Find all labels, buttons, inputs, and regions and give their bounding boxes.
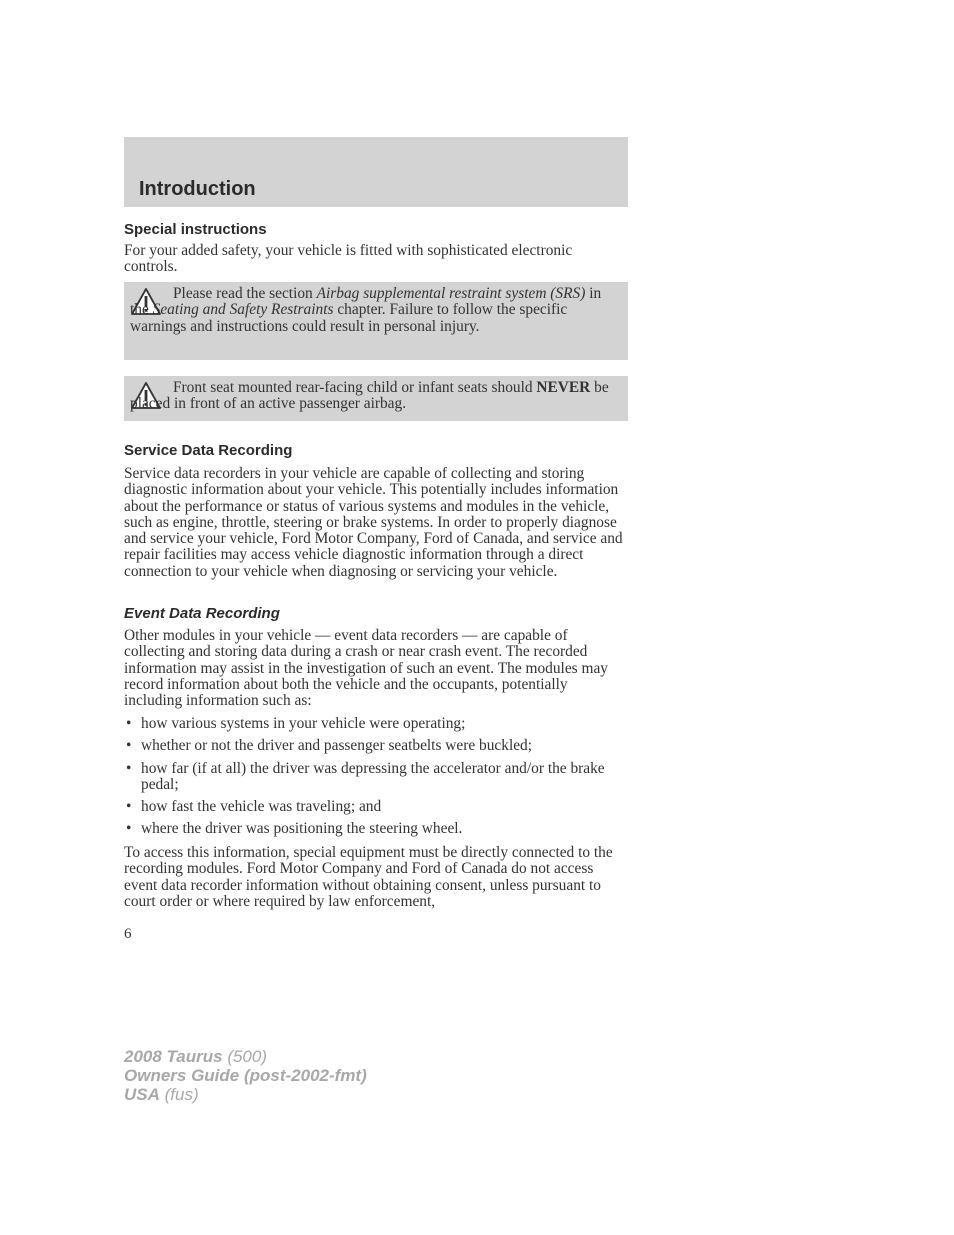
airbag-warning-text: Please read the section Airbag supplemental restraint system (SRS) in the Seating and Safety Restraints chapter. Failure to follow the specific warnings and instructions could result in personal injury. <box>130 285 602 335</box>
event-data-heading: Event Data Recording <box>124 605 280 622</box>
event-data-body: Other modules in your vehicle — event data recorders — are capable of collecting and storing data during a crash or near crash event. The recorded information may assist in the investigation of such an event. The modules may record information about both the vehicle and the occupants, potentially including information such as: <box>124 627 609 710</box>
list-item: • whether or not the driver and passenger seatbelts were buckled; <box>126 737 533 755</box>
chapter-title: Introduction <box>139 178 256 200</box>
page-number: 6 <box>124 926 132 942</box>
list-item: • how fast the vehicle was traveling; and <box>126 798 382 816</box>
service-data-heading: Service Data Recording <box>124 442 293 459</box>
list-item: • how far (if at all) the driver was depressing the accelerator and/or the brake pedal; <box>126 759 605 793</box>
document-footer <box>124 1047 367 1104</box>
list-item: • where the driver was positioning the steering wheel. <box>126 820 463 838</box>
special-instructions-intro: For your added safety, your vehicle is fitted with sophisticated electronic controls. <box>124 242 573 276</box>
service-data-body: Service data recorders in your vehicle are capable of collecting and storing diagnostic information about your vehicle. This potentially includes information about the performance or status of various systems and modules in the vehicle, such as engine, throttle, steering or brake systems. In order to properly diagnose and service your vehicle, Ford Motor Company, Ford of Canada, and service and repair facilities may access vehicle diagnostic information through a direct connection to your vehicle when diagnosing or servicing your vehicle. <box>124 465 623 580</box>
special-instructions-heading: Special instructions <box>124 221 267 238</box>
footer-line-guide: Owners Guide (post-2002-fmt) <box>124 1066 367 1085</box>
child-seat-warning-box <box>124 376 628 421</box>
event-data-list <box>124 716 629 844</box>
footer-line-region: USA (fus) <box>124 1085 199 1104</box>
footer-line-model: 2008 Taurus (500) <box>124 1047 268 1066</box>
event-data-closing: To access this information, special equipment must be directly connected to the recording modules. Ford Motor Company and Ford of Canada do not access event data recorder information without obtaining consent, unless pursuant to court order or where required by law enforcement, <box>124 844 613 910</box>
airbag-warning-box <box>124 282 628 360</box>
list-item: • how various systems in your vehicle were operating; <box>126 715 466 732</box>
child-seat-warning-text: Front seat mounted rear-facing child or infant seats should NEVER be placed in front of an active passenger airbag. <box>130 379 609 413</box>
